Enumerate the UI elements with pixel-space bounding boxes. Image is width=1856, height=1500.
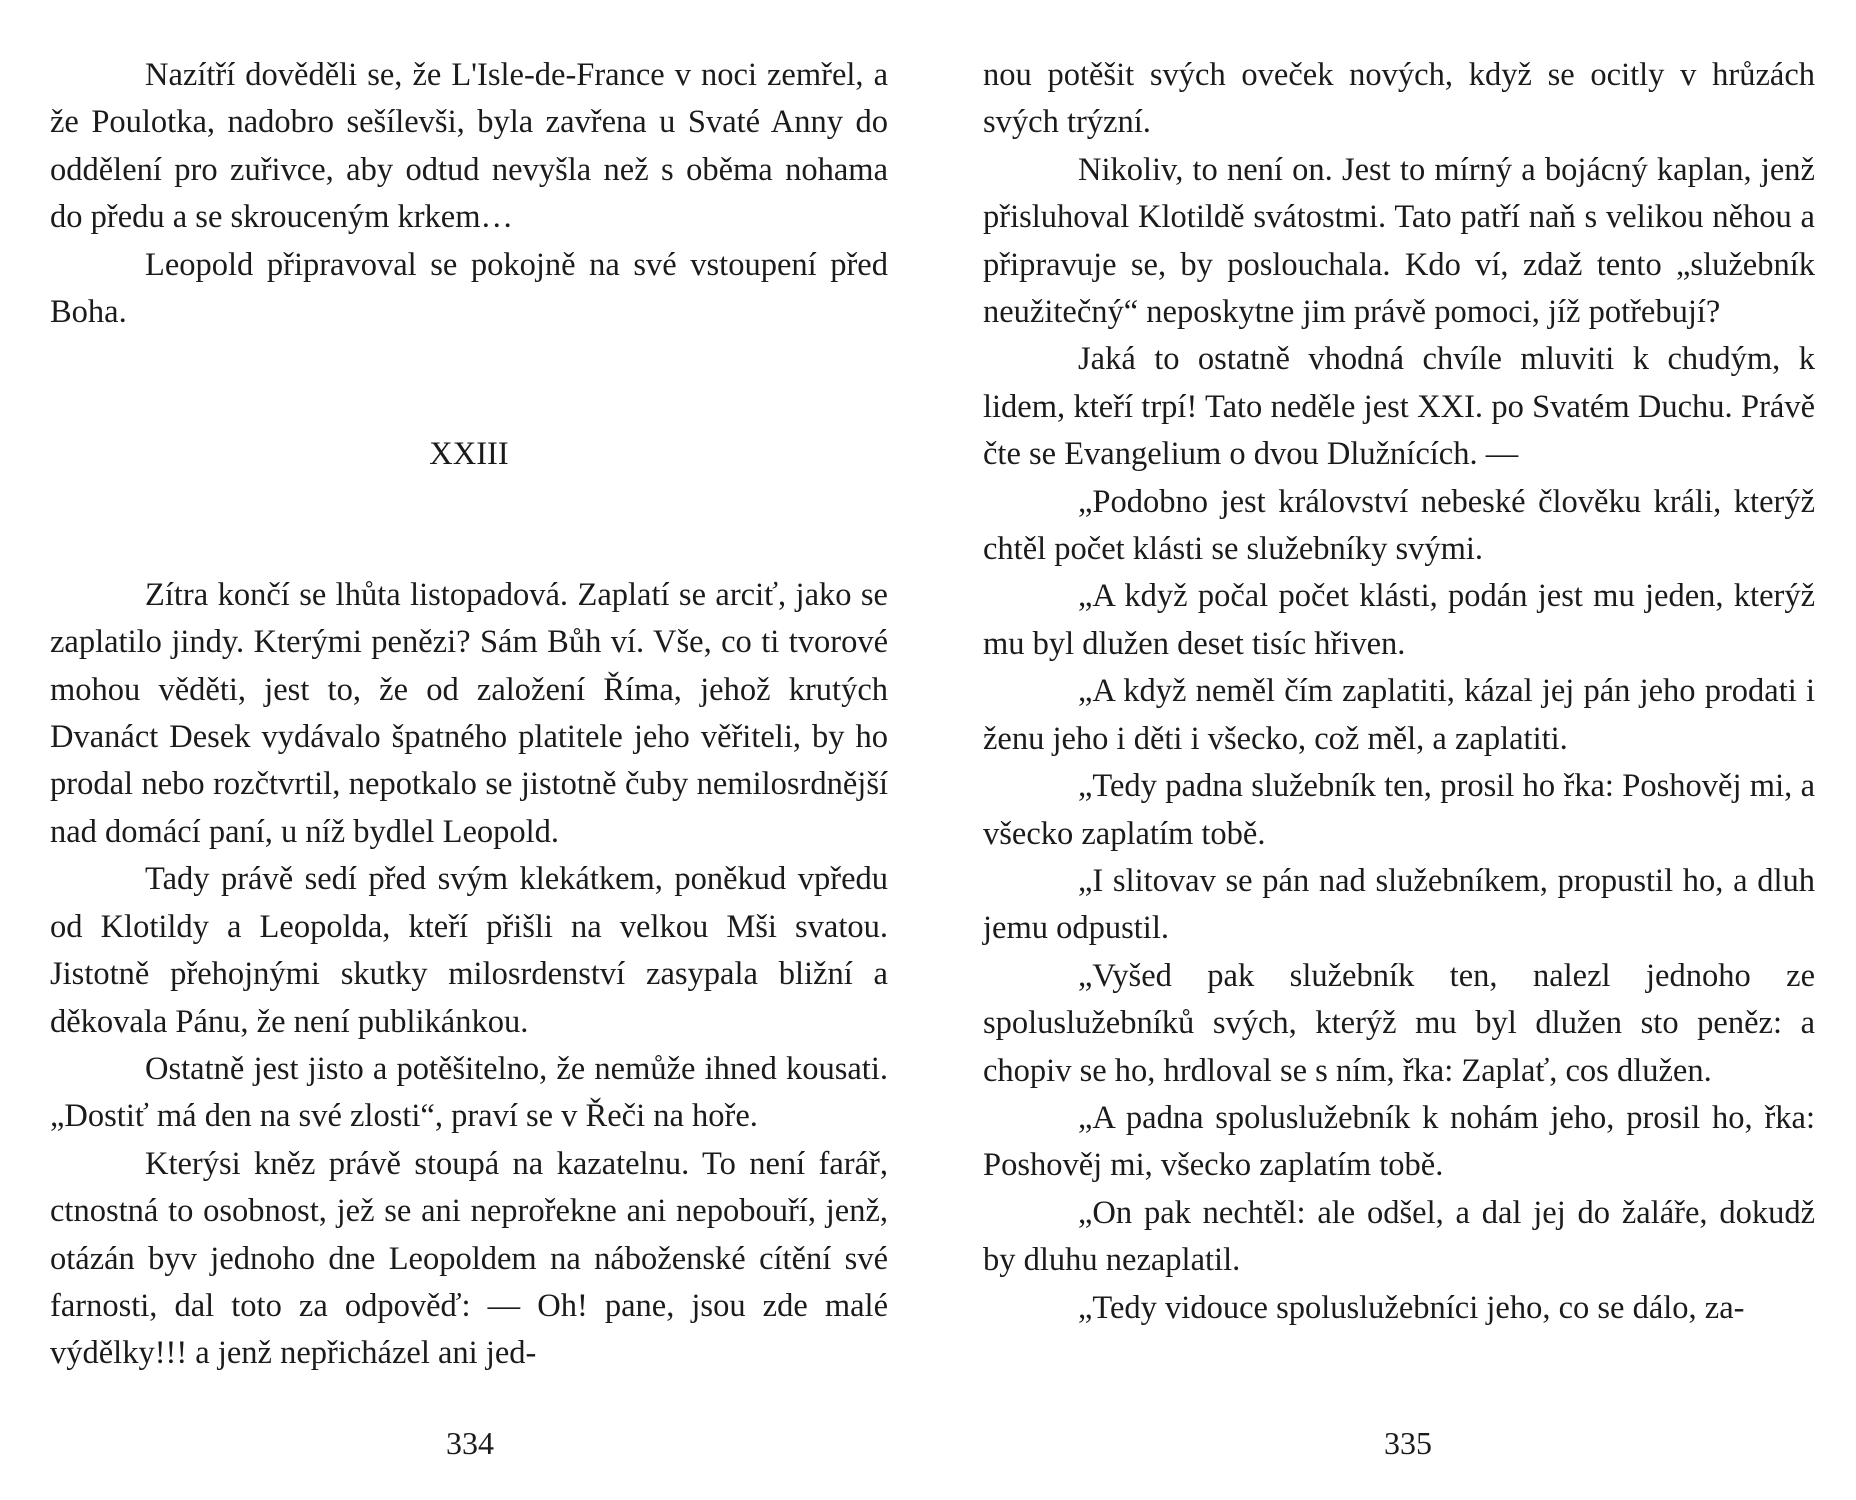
quote-paragraph: „A když neměl čím zaplatiti, kázal jej pán jeho prodati i ženu jeho i děti i všecko, což měl, a zaplatiti. <box>983 673 1815 757</box>
paragraph: Ostatně jest jisto a potěšitelno, že nemůže ihned kousati. „Dostiť má den na své zlosti“, praví se v Řeči na hoře. <box>50 1050 888 1135</box>
quote-paragraph: „Tedy padna služebník ten, prosil ho řka: Poshověj mi, a všecko zaplatím tobě. <box>983 768 1815 852</box>
paragraph: Kterýsi kněz právě stoupá na kazatelnu. To není farář, ctnostná to osobnost, jež se ani neprořekne ani nepobouří, jenž, otázán byv jednoho dne Leopoldem na náboženské cítění své farnosti, dal toto za odpověď: — Oh! pane, jsou zde malé výdělky!!! a jenž nepřicházel ani jed- <box>50 1145 888 1372</box>
left-page-text <box>50 52 888 1378</box>
paragraph: Zítra končí se lhůta listopadová. Zaplatí se arciť, jako se zaplatilo jindy. Kterými penězi? Sám Bůh ví. Vše, co ti tvorové mohou věděti, jest to, že od založení Říma, jehož krutých Dvanáct Desek vydávalo špatného platitele jeho věřiteli, by ho prodal nebo rozčtvrtil, nepotkalo se jistotně čuby nemilosrdnější nad domácí paní, u níž bydlel Leopold. <box>50 576 888 850</box>
continued-paragraph: nou potěšit svých oveček nových, když se ocitly v hrůzách svých trýzní. <box>983 57 1815 141</box>
quote-paragraph: „Tedy vidouce spoluslužebníci jeho, co se dálo, za- <box>1078 1289 1745 1326</box>
quote-paragraph: „A když počal počet klásti, podán jest mu jeden, kterýž mu byl dlužen deset tisíc hřiven. <box>983 578 1815 662</box>
quote-paragraph: „A padna spoluslužebník k nohám jeho, prosil ho, řka: Poshověj mi, všecko zaplatím tobě. <box>983 1099 1815 1184</box>
paragraph: Jaká to ostatně vhodná chvíle mluviti k chudým, k lidem, kteří trpí! Tato neděle jest XXI. po Svatém Duchu. Právě čte se Evangelium o dvou Dlužnících. — <box>983 341 1815 473</box>
page-number-right: 335 <box>1384 1425 1432 1461</box>
quote-paragraph: „Vyšed pak služebník ten, nalezl jednoho ze spoluslužebníků svých, kterýž mu byl dlužen sto peněz: a chopiv se ho, hrdloval se s ním, řka: Zaplať, cos dlužen. <box>983 957 1815 1089</box>
quote-paragraph: „Podobno jest království nebeské člověku králi, kterýž chtěl počet klásti se služebníky svými. <box>983 483 1815 568</box>
page-number-left: 334 <box>446 1425 494 1461</box>
paragraph: Leopold připravoval se pokojně na své vstoupení před Boha. <box>50 246 888 331</box>
right-page <box>928 0 1856 1500</box>
paragraph: Nazítří dověděli se, že L'Isle-de-France v noci zemřel, a že Poulotka, nadobro sešílevši, byla zavřena u Svaté Anny do oddělení pro zuřivce, aby odtud nevyšla než s oběma nohama do předu a se skrouceným krkem… <box>50 57 888 236</box>
paragraph: Tady právě sedí před svým klekátkem, poněkud vpředu od Klotildy a Leopolda, kteří přišli na velkou Mši svatou. Jistotně přehojnými skutky milosrdenství zasypala bližní a děkovala Pánu, že není publikánkou. <box>50 861 888 1040</box>
right-page-text <box>983 52 1815 1332</box>
quote-paragraph: „I slitovav se pán nad služebníkem, propustil ho, a dluh jemu odpustil. <box>983 862 1815 947</box>
paragraph: Nikoliv, to není on. Jest to mírný a bojácný kaplan, jenž přisluhoval Klotildě svátostmi. Tato patří naň s velikou něhou a připravuje se, by poslouchala. Kdo ví, zdaž tento „služebník neužitečný“ neposkytne jim právě pomoci, jíž potřebují? <box>983 151 1815 331</box>
quote-paragraph: „On pak nechtěl: ale odšel, a dal jej do žaláře, dokudž by dluhu nezaplatil. <box>983 1194 1815 1279</box>
chapter-heading: XXIII <box>429 436 509 473</box>
